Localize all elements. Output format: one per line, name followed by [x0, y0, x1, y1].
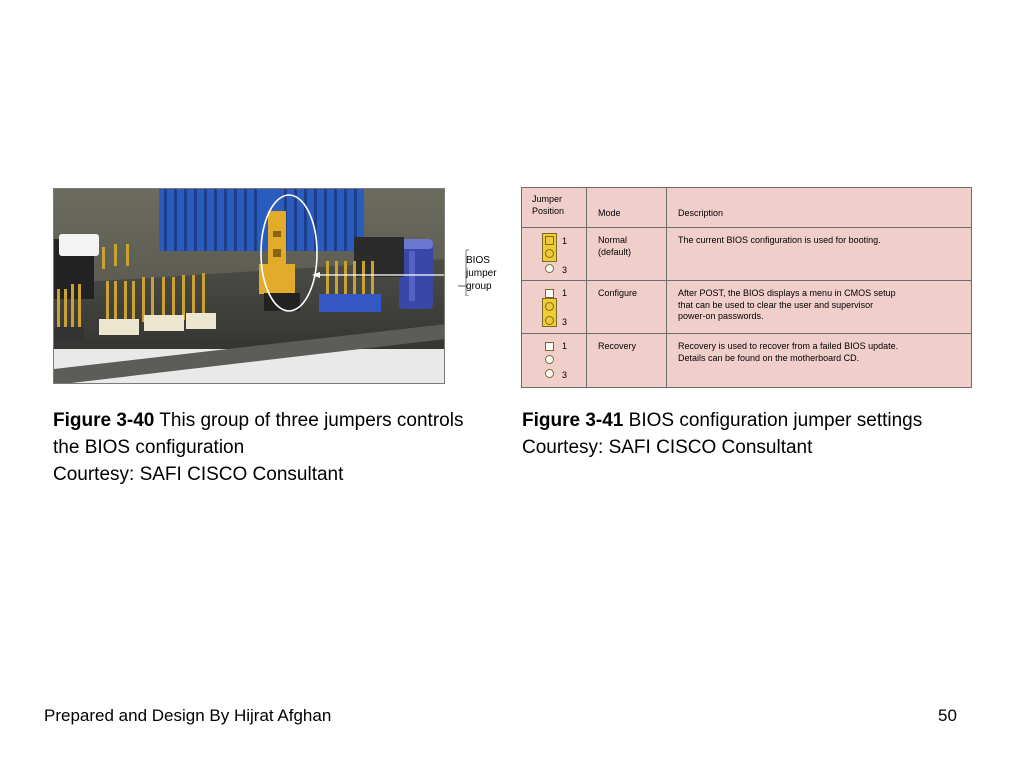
jumper-settings-table [521, 187, 972, 388]
pin-3 [545, 264, 554, 273]
header-jumper-position: Jumper Position [532, 194, 565, 216]
description-cell: Recovery is used to recover from a failed BIOS update. Details can be found on the motherboard CD. [678, 341, 899, 363]
mode-cell: Normal (default) [598, 235, 632, 257]
pin-1 [545, 289, 554, 298]
figure-3-41-caption [522, 407, 962, 461]
pin-3 [545, 369, 554, 378]
figure-3-40-caption [53, 407, 493, 488]
motherboard-illustration [54, 189, 445, 384]
table-row [522, 280, 971, 334]
pin-label-top: 1 [562, 341, 568, 351]
footer-credit: Prepared and Design By Hijrat Afghan [44, 706, 332, 725]
pin-label-top: 1 [562, 288, 568, 298]
pin-1 [545, 342, 554, 351]
table-row [522, 333, 971, 388]
table-row [522, 227, 971, 281]
callout-label: BIOS jumper group [466, 255, 497, 292]
figure-label: Figure 3-41 [522, 410, 624, 431]
courtesy-text: Courtesy: SAFI CISCO Consultant [522, 437, 813, 458]
pin-2 [545, 249, 554, 258]
pin-label-bottom: 3 [562, 317, 568, 327]
caption-text: BIOS configuration jumper settings [623, 410, 923, 431]
mode-cell: Configure [598, 288, 638, 298]
capacitor [399, 239, 433, 309]
caption-text: This group of three jumpers controls the BIOS configuration [53, 410, 464, 458]
table-header [522, 188, 971, 227]
courtesy-text: Courtesy: SAFI CISCO Consultant [53, 464, 344, 485]
figure-label: Figure 3-40 [53, 410, 155, 431]
pin-label-bottom: 3 [562, 265, 568, 275]
pin-label-top: 1 [562, 236, 568, 246]
motherboard-photo [53, 188, 445, 384]
mode-cell: Recovery [598, 341, 637, 351]
page-number: 50 [938, 706, 957, 725]
header-description: Description [678, 208, 724, 218]
pin-3 [545, 316, 554, 325]
description-cell: After POST, the BIOS displays a menu in CMOS setup that can be used to clear the user and supervisor power-on passwords. [678, 288, 896, 321]
pin-1 [545, 236, 554, 245]
pin-2 [545, 302, 554, 311]
pin-2 [545, 355, 554, 364]
pin-label-bottom: 3 [562, 370, 568, 380]
description-cell: The current BIOS configuration is used for booting. [678, 235, 881, 245]
header-mode: Mode [598, 208, 621, 218]
